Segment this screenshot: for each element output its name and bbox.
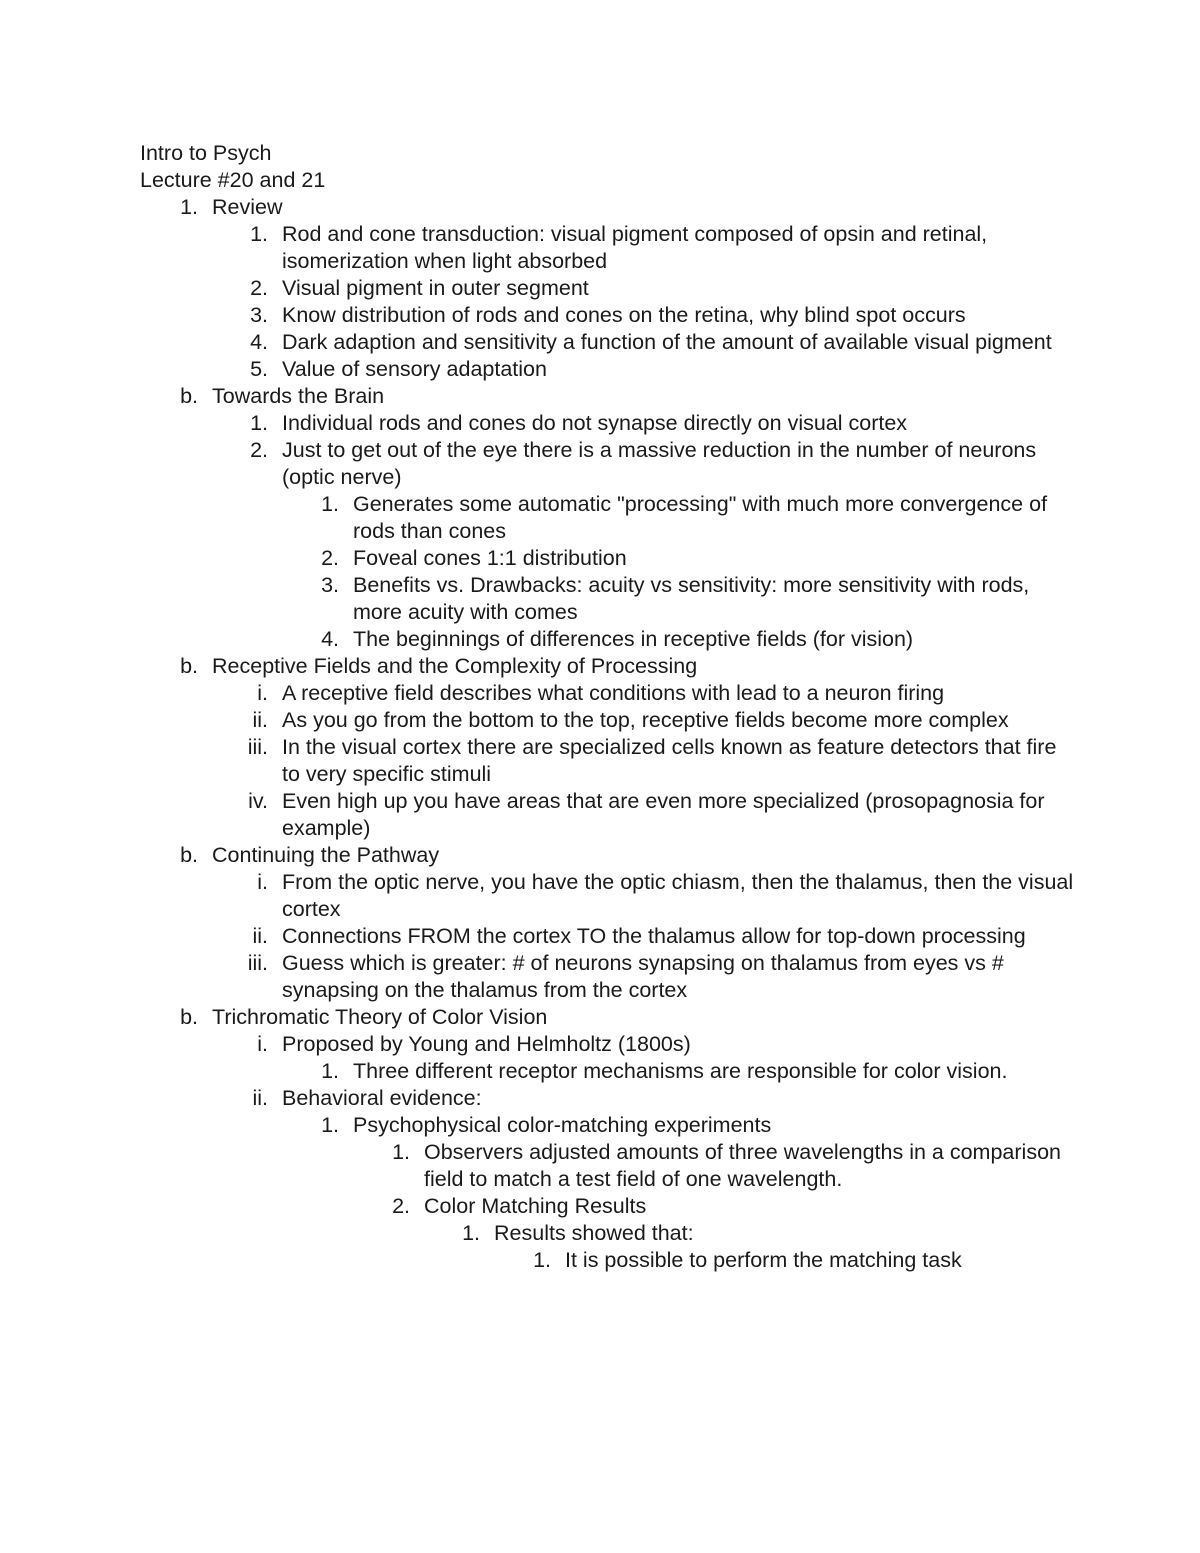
outline-text: Towards the Brain bbox=[212, 384, 385, 408]
outline-text: From the optic nerve, you have the optic chiasm, then the thalamus, then the visual cortex bbox=[282, 870, 1074, 921]
outline-item bbox=[140, 923, 1080, 950]
outline-item bbox=[140, 1031, 1080, 1058]
outline-marker: 4. bbox=[250, 330, 268, 354]
outline-text: Continuing the Pathway bbox=[212, 843, 440, 867]
outline-text: Dark adaption and sensitivity a function of the amount of available visual pigment bbox=[282, 330, 1052, 354]
outline-text: Generates some automatic "processing" with much more convergence of rods than cones bbox=[353, 492, 1048, 543]
outline-item bbox=[140, 950, 1080, 1004]
outline-item bbox=[140, 356, 1080, 383]
outline-marker: 2. bbox=[250, 276, 268, 300]
outline-item bbox=[140, 788, 1080, 842]
outline-item bbox=[140, 491, 1080, 545]
outline-marker: 3. bbox=[250, 303, 268, 327]
outline-marker: ii. bbox=[252, 924, 268, 948]
outline-marker: iv. bbox=[248, 789, 268, 813]
outline-item bbox=[140, 869, 1080, 923]
outline-item bbox=[140, 1193, 1080, 1220]
outline-text: Psychophysical color-matching experiments bbox=[353, 1113, 772, 1137]
outline-item bbox=[140, 410, 1080, 437]
outline-text: Receptive Fields and the Complexity of Processing bbox=[212, 654, 698, 678]
outline-marker: i. bbox=[257, 681, 268, 705]
outline-text: Individual rods and cones do not synapse directly on visual cortex bbox=[282, 411, 908, 435]
outline-item bbox=[140, 572, 1080, 626]
outline-text: Guess which is greater: # of neurons synapsing on thalamus from eyes vs # synapsing on the thalamus from the cortex bbox=[282, 951, 1004, 1002]
outline-text: Trichromatic Theory of Color Vision bbox=[212, 1005, 548, 1029]
outline-item bbox=[140, 1247, 1080, 1274]
outline-marker: 1. bbox=[250, 411, 268, 435]
outline-marker: i. bbox=[257, 870, 268, 894]
outline-marker: 2. bbox=[392, 1194, 410, 1218]
outline-list bbox=[140, 194, 1080, 1274]
outline-text: Behavioral evidence: bbox=[282, 1086, 482, 1110]
outline-marker: 1. bbox=[462, 1221, 480, 1245]
outline-text: Value of sensory adaptation bbox=[282, 357, 547, 381]
outline-text: Visual pigment in outer segment bbox=[282, 276, 589, 300]
outline-item bbox=[140, 194, 1080, 221]
outline-item bbox=[140, 221, 1080, 275]
outline-marker: b. bbox=[180, 843, 198, 867]
outline-marker: 2. bbox=[250, 438, 268, 462]
outline-marker: 1. bbox=[250, 222, 268, 246]
outline-item bbox=[140, 329, 1080, 356]
outline-text: Review bbox=[212, 195, 283, 219]
outline-text: Know distribution of rods and cones on the retina, why blind spot occurs bbox=[282, 303, 966, 327]
outline-item bbox=[140, 1004, 1080, 1031]
outline-text: It is possible to perform the matching task bbox=[565, 1248, 962, 1272]
outline-marker: b. bbox=[180, 384, 198, 408]
outline-text: Observers adjusted amounts of three wavelengths in a comparison field to match a test field of one wavelength. bbox=[424, 1140, 1061, 1191]
outline-marker: b. bbox=[180, 654, 198, 678]
outline-item bbox=[140, 437, 1080, 491]
outline-item bbox=[140, 734, 1080, 788]
outline-marker: i. bbox=[257, 1032, 268, 1056]
outline-marker: ii. bbox=[252, 708, 268, 732]
outline-item bbox=[140, 707, 1080, 734]
outline-text: Just to get out of the eye there is a massive reduction in the number of neurons (optic nerve) bbox=[282, 438, 1037, 489]
outline-item bbox=[140, 653, 1080, 680]
outline-marker: 1. bbox=[321, 1059, 339, 1083]
outline-item bbox=[140, 680, 1080, 707]
outline-text: Benefits vs. Drawbacks: acuity vs sensitivity: more sensitivity with rods, more acuity with comes bbox=[353, 573, 1030, 624]
outline-text: Rod and cone transduction: visual pigment composed of opsin and retinal, isomerization when light absorbed bbox=[282, 222, 988, 273]
outline-item bbox=[140, 842, 1080, 869]
outline-item bbox=[140, 383, 1080, 410]
outline-item bbox=[140, 1220, 1080, 1247]
outline-text: Color Matching Results bbox=[424, 1194, 647, 1218]
outline-item bbox=[140, 1058, 1080, 1085]
outline-text: Foveal cones 1:1 distribution bbox=[353, 546, 627, 570]
outline-marker: 2. bbox=[321, 546, 339, 570]
outline-marker: 1. bbox=[321, 1113, 339, 1137]
outline-item bbox=[140, 275, 1080, 302]
outline-marker: ii. bbox=[252, 1086, 268, 1110]
outline-marker: 5. bbox=[250, 357, 268, 381]
outline-text: Even high up you have areas that are even more specialized (prosopagnosia for example) bbox=[282, 789, 1045, 840]
outline-text: In the visual cortex there are specialized cells known as feature detectors that fire to very specific stimuli bbox=[282, 735, 1057, 786]
outline-marker: 4. bbox=[321, 627, 339, 651]
outline-text: As you go from the bottom to the top, receptive fields become more complex bbox=[282, 708, 1009, 732]
outline-marker: 1. bbox=[533, 1248, 551, 1272]
outline-text: Three different receptor mechanisms are responsible for color vision. bbox=[353, 1059, 1008, 1083]
outline-item bbox=[140, 1085, 1080, 1112]
outline-item bbox=[140, 1139, 1080, 1193]
outline-marker: 1. bbox=[392, 1140, 410, 1164]
document-title: Intro to Psych bbox=[140, 141, 272, 165]
outline-text: Results showed that: bbox=[494, 1221, 694, 1245]
outline-text: Proposed by Young and Helmholtz (1800s) bbox=[282, 1032, 691, 1056]
document-subtitle: Lecture #20 and 21 bbox=[140, 168, 326, 192]
outline-marker: iii. bbox=[247, 735, 268, 759]
outline-item bbox=[140, 545, 1080, 572]
outline-marker: b. bbox=[180, 1005, 198, 1029]
outline-text: Connections FROM the cortex TO the thalamus allow for top-down processing bbox=[282, 924, 1026, 948]
outline-marker: 1. bbox=[321, 492, 339, 516]
outline-item bbox=[140, 302, 1080, 329]
outline-text: The beginnings of differences in receptive fields (for vision) bbox=[353, 627, 914, 651]
outline-item bbox=[140, 1112, 1080, 1139]
outline-text: A receptive field describes what conditions with lead to a neuron firing bbox=[282, 681, 945, 705]
outline-marker: 3. bbox=[321, 573, 339, 597]
outline-item bbox=[140, 626, 1080, 653]
outline-marker: 1. bbox=[180, 195, 198, 219]
outline-marker: iii. bbox=[247, 951, 268, 975]
document-body bbox=[140, 140, 1080, 1274]
